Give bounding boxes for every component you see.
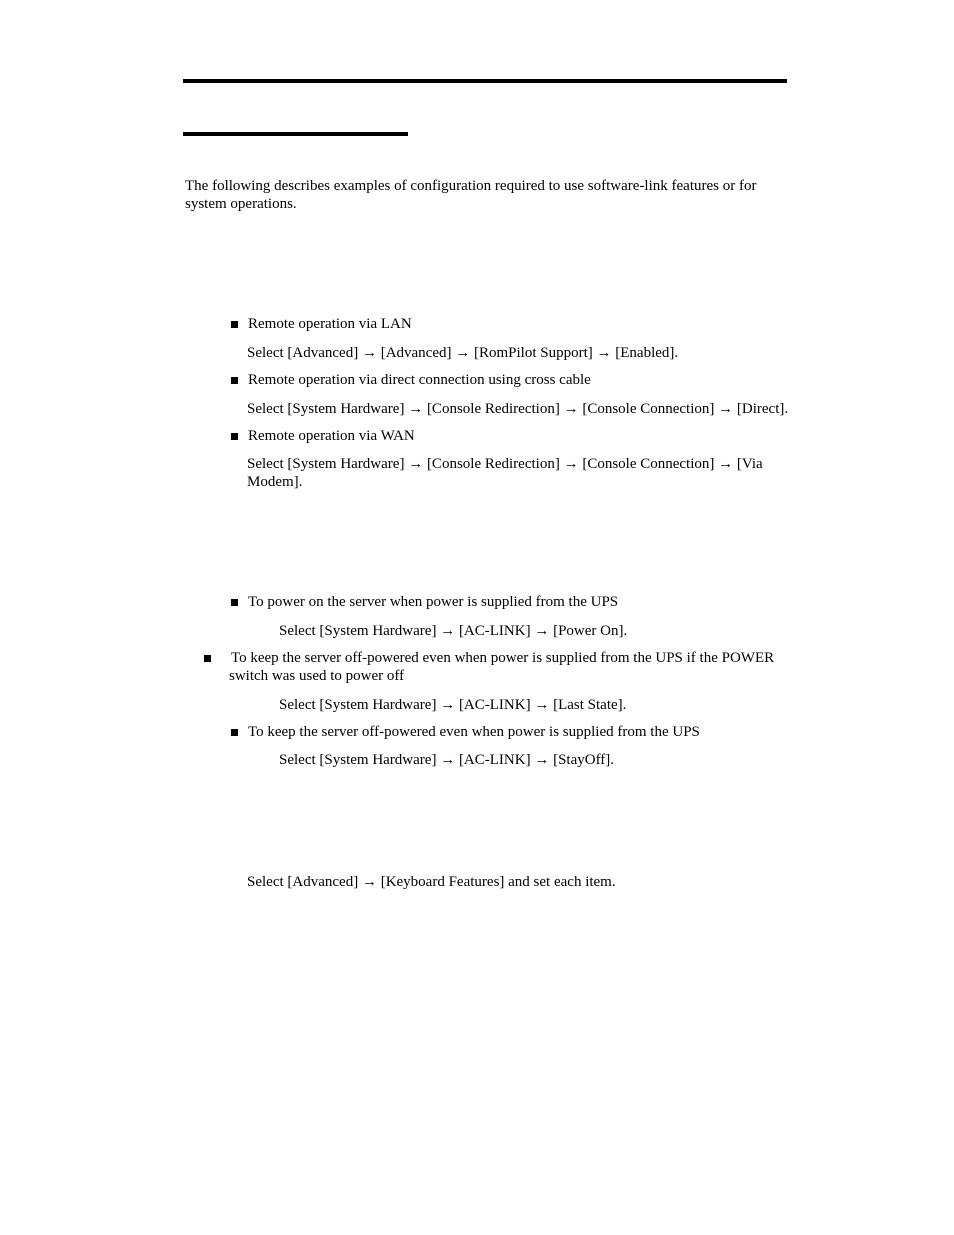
instruction-text: Select [System Hardware] → [AC-LINK] → [Power On]. bbox=[279, 623, 628, 639]
bullet-text: To power on the server when power is supplied from the UPS bbox=[248, 594, 619, 610]
square-bullet-icon bbox=[231, 377, 238, 384]
instruction-text: Select [System Hardware] → [AC-LINK] → [Last State]. bbox=[279, 697, 627, 713]
bullet-text: Remote operation via WAN bbox=[248, 428, 415, 444]
list-item-remote-lan bbox=[231, 315, 412, 333]
list-item-ups-power-on bbox=[231, 593, 618, 611]
instruction-text: Select [Advanced] → [Advanced] → [RomPilot Support] → [Enabled]. bbox=[247, 345, 679, 361]
bullet-text: To keep the server off-powered even when power is supplied from the UPS bbox=[248, 724, 700, 740]
instruction-text: Select [System Hardware] → [AC-LINK] → [StayOff]. bbox=[279, 752, 615, 768]
bullet-text-ups-last-state: To keep the server off-powered even when power is supplied from the UPS if the POWER switch was used to power off bbox=[229, 650, 775, 684]
square-bullet-icon bbox=[231, 321, 238, 328]
list-item-ups-stay-off bbox=[231, 723, 700, 741]
list-item-remote-direct bbox=[231, 371, 591, 389]
square-bullet-icon bbox=[231, 599, 238, 606]
instruction-text: Select [System Hardware] → [Console Redirection] → [Console Connection] → [Via Modem]. bbox=[247, 456, 763, 490]
square-bullet-icon bbox=[204, 655, 211, 662]
top-rule bbox=[183, 79, 787, 83]
intro-paragraph: The following describes examples of configuration required to use software-link features or for system operations. bbox=[185, 178, 757, 212]
keyboard-instruction-text: Select [Advanced] → [Keyboard Features] and set each item. bbox=[247, 874, 616, 890]
instruction-text: Select [System Hardware] → [Console Redirection] → [Console Connection] → [Direct]. bbox=[247, 401, 789, 417]
bullet-text: Remote operation via LAN bbox=[248, 316, 412, 332]
square-bullet-icon bbox=[231, 433, 238, 440]
list-item-remote-wan bbox=[231, 427, 415, 445]
square-bullet-icon bbox=[231, 729, 238, 736]
bullet-text: Remote operation via direct connection using cross cable bbox=[248, 372, 591, 388]
section-heading-rule bbox=[183, 132, 408, 136]
